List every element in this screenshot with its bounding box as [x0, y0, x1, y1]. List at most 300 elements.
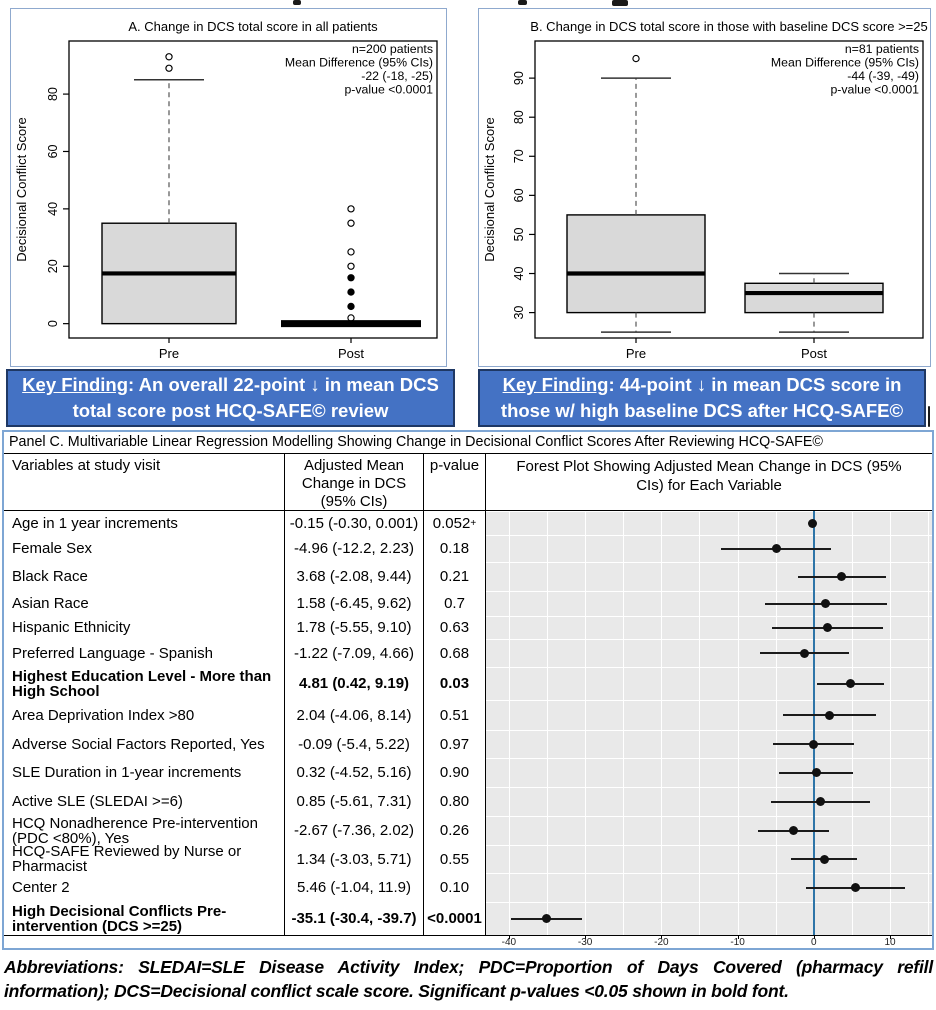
variable-cell: HCQ Nonadherence Pre-intervention (PDC <80%), Yes — [4, 816, 285, 845]
gridline — [509, 787, 510, 816]
gridline — [890, 535, 891, 562]
estimate-cell: 1.34 (-3.03, 5.71) — [285, 845, 424, 873]
gridline — [738, 873, 739, 902]
gridline — [509, 639, 510, 667]
gridline — [928, 730, 929, 758]
point-estimate-dot — [821, 599, 830, 608]
panel-a-boxplot — [10, 8, 447, 367]
estimate-cell: 3.68 (-2.08, 9.44) — [285, 562, 424, 591]
table-header-row — [4, 454, 932, 511]
gridline — [661, 902, 662, 935]
variable-cell: High Decisional Conflicts Pre-intervention (DCS >=25) — [4, 902, 285, 935]
gridline — [699, 758, 700, 787]
gridline — [661, 639, 662, 667]
outlier-point — [348, 206, 354, 212]
gridline — [585, 758, 586, 787]
gridline — [699, 535, 700, 562]
gridline — [928, 816, 929, 845]
gridline — [623, 758, 624, 787]
table-row — [4, 535, 932, 562]
annotation-line: p-value <0.0001 — [830, 82, 919, 97]
gridline — [661, 535, 662, 562]
gridline — [890, 902, 891, 935]
gridline — [776, 562, 777, 591]
gridline — [623, 816, 624, 845]
gridline — [738, 616, 739, 639]
gridline — [585, 902, 586, 935]
point-estimate-dot — [772, 544, 781, 553]
forest-cell — [486, 816, 932, 845]
axis-tick-label: -40 — [501, 937, 517, 948]
variable-cell: Asian Race — [4, 591, 285, 616]
gridline — [699, 562, 700, 591]
abbreviations-footnote: Abbreviations: SLEDAI=SLE Disease Activity Index; PDC=Proportion of Days Covered (pharmacy refill information); DCS=Decisional conflict scale score. Significant p-values <0.05 shown in bold font. — [4, 957, 933, 1001]
gridline — [699, 667, 700, 700]
gridline — [699, 845, 700, 873]
p-value-cell: 0.90 — [424, 758, 486, 787]
y-tick-label: 90 — [512, 71, 526, 86]
outlier-point — [633, 55, 639, 61]
gridline — [738, 816, 739, 845]
table-row — [4, 787, 932, 816]
y-tick-label: 70 — [512, 149, 526, 164]
gridline — [585, 730, 586, 758]
y-tick-label: 60 — [46, 144, 60, 159]
gridline — [623, 730, 624, 758]
column-header-pvalue: p-value — [424, 454, 486, 510]
key-finding-body: : 44-point ↓ in mean DCS score in those w/ high baseline DCS after HCQ-SAFE© — [500, 374, 904, 421]
gridline — [547, 591, 548, 616]
gridline — [776, 873, 777, 902]
gridline — [585, 667, 586, 700]
gridline — [547, 730, 548, 758]
key-finding-text-b — [488, 372, 916, 424]
y-tick-label: 40 — [512, 266, 526, 281]
gridline — [661, 667, 662, 700]
gridline — [623, 700, 624, 730]
x-category-label: Pre — [158, 346, 180, 361]
point-estimate-dot — [846, 679, 855, 688]
table-row — [4, 667, 932, 700]
gridline — [928, 758, 929, 787]
variable-cell: HCQ-SAFE Reviewed by Nurse or Pharmacist — [4, 845, 285, 873]
forest-cell — [486, 511, 932, 535]
gridline — [623, 667, 624, 700]
gridline — [585, 562, 586, 591]
variable-cell: Center 2 — [4, 873, 285, 902]
gridline — [890, 700, 891, 730]
y-tick-label: 30 — [512, 305, 526, 320]
gridline — [738, 511, 739, 535]
gridline — [928, 873, 929, 902]
gridline — [776, 667, 777, 700]
variable-cell: Preferred Language - Spanish — [4, 639, 285, 667]
gridline — [928, 700, 929, 730]
point-estimate-dot — [542, 914, 551, 923]
plot-title: A. Change in DCS total score in all patients — [128, 19, 378, 34]
gridline — [928, 639, 929, 667]
gridline — [509, 902, 510, 935]
outlier-point — [348, 275, 354, 281]
y-tick-label: 40 — [46, 201, 60, 216]
estimate-cell: -0.09 (-5.4, 5.22) — [285, 730, 424, 758]
gridline — [699, 787, 700, 816]
point-estimate-dot — [812, 768, 821, 777]
gridline — [776, 902, 777, 935]
gridline — [623, 511, 624, 535]
gridline — [547, 873, 548, 902]
axis-tick-label: -10 — [730, 937, 745, 948]
gridline — [585, 535, 586, 562]
p-value-cell: 0.21 — [424, 562, 486, 591]
gridline — [547, 535, 548, 562]
panel-b-boxplot — [478, 8, 931, 367]
gridline — [509, 591, 510, 616]
estimate-cell: 5.46 (-1.04, 11.9) — [285, 873, 424, 902]
plot-title: B. Change in DCS total score in those with baseline DCS score >=25 — [530, 19, 928, 34]
point-estimate-dot — [825, 711, 834, 720]
estimate-cell: 0.85 (-5.61, 7.31) — [285, 787, 424, 816]
gridline — [547, 616, 548, 639]
forest-cell — [486, 616, 932, 639]
gridline — [890, 639, 891, 667]
variable-cell: Female Sex — [4, 535, 285, 562]
gridline — [738, 700, 739, 730]
variable-cell: Black Race — [4, 562, 285, 591]
variable-cell: Age in 1 year increments — [4, 511, 285, 535]
gridline — [585, 616, 586, 639]
gridline — [547, 562, 548, 591]
table-row — [4, 616, 932, 639]
key-finding-label: Key Finding — [22, 374, 129, 395]
forest-cell — [486, 730, 932, 758]
table-row — [4, 816, 932, 845]
forest-plot-x-axis — [486, 936, 932, 948]
point-estimate-dot — [823, 623, 832, 632]
annotation-line: -22 (-18, -25) — [361, 69, 433, 83]
column-header-forest-plot: Forest Plot Showing Adjusted Mean Change in DCS (95% CIs) for Each Variable — [516, 458, 902, 494]
gridline — [623, 787, 624, 816]
gridline — [509, 845, 510, 873]
annotation-line: p-value <0.0001 — [344, 82, 433, 97]
gridline — [661, 616, 662, 639]
column-header-estimate: Adjusted Mean Change in DCS (95% CIs) — [285, 454, 424, 510]
gridline — [738, 562, 739, 591]
forest-cell — [486, 758, 932, 787]
table-row — [4, 700, 932, 730]
gridline — [547, 700, 548, 730]
gridline — [585, 816, 586, 845]
p-value-cell: 0.03 — [424, 667, 486, 700]
zero-line — [813, 902, 815, 935]
p-value-cell: 0.55 — [424, 845, 486, 873]
gridline — [852, 816, 853, 845]
gridline — [699, 511, 700, 535]
gridline — [623, 591, 624, 616]
gridline — [585, 873, 586, 902]
box — [745, 283, 883, 312]
y-tick-label: 20 — [46, 259, 60, 274]
cropped-text-fragment — [293, 0, 301, 5]
annotation-line: Mean Difference (95% CIs) — [770, 55, 919, 70]
gridline — [928, 562, 929, 591]
gridline — [661, 730, 662, 758]
p-value-superscript: + — [470, 517, 477, 529]
p-value-cell: 0.10 — [424, 873, 486, 902]
cropped-text-fragment — [518, 0, 527, 5]
gridline — [928, 591, 929, 616]
estimate-cell: 1.58 (-6.45, 9.62) — [285, 591, 424, 616]
estimate-cell: 0.32 (-4.52, 5.16) — [285, 758, 424, 787]
gridline — [509, 562, 510, 591]
boxplot-a-svg — [11, 9, 446, 366]
gridline — [547, 667, 548, 700]
gridline — [890, 845, 891, 873]
gridline — [585, 639, 586, 667]
variable-cell: Adverse Social Factors Reported, Yes — [4, 730, 285, 758]
gridline — [890, 787, 891, 816]
gridline — [509, 816, 510, 845]
cropped-text-fragment — [612, 0, 628, 6]
estimate-cell: 4.81 (0.42, 9.19) — [285, 667, 424, 700]
y-tick-label: 80 — [46, 87, 60, 102]
outlier-point — [348, 249, 354, 255]
gridline — [890, 667, 891, 700]
gridline — [623, 845, 624, 873]
point-estimate-dot — [837, 572, 846, 581]
estimate-cell: -1.22 (-7.09, 4.66) — [285, 639, 424, 667]
box — [567, 215, 705, 313]
gridline — [890, 511, 891, 535]
axis-tick-label: 10 — [884, 937, 896, 948]
y-tick-label: 80 — [512, 110, 526, 125]
zero-line — [813, 667, 815, 700]
y-tick-label: 60 — [512, 188, 526, 203]
panel-c-regression-table — [2, 430, 934, 950]
gridline — [661, 816, 662, 845]
gridline — [890, 616, 891, 639]
forest-cell — [486, 591, 932, 616]
p-value-cell: 0.26 — [424, 816, 486, 845]
gridline — [623, 902, 624, 935]
point-estimate-dot — [820, 855, 829, 864]
gridline — [509, 667, 510, 700]
key-finding-label: Key Finding — [502, 374, 609, 395]
p-value-cell: 0.97 — [424, 730, 486, 758]
gridline — [585, 787, 586, 816]
gridline — [852, 511, 853, 535]
forest-cell — [486, 700, 932, 730]
annotation-line: Mean Difference (95% CIs) — [284, 55, 433, 70]
key-finding-body: : An overall 22-point ↓ in mean DCS total score post HCQ-SAFE© review — [72, 374, 439, 421]
variable-cell: SLE Duration in 1-year increments — [4, 758, 285, 787]
p-value-cell: 0.51 — [424, 700, 486, 730]
p-value-cell: 0.18 — [424, 535, 486, 562]
cursor-mark-fragment — [928, 406, 930, 427]
forest-cell — [486, 535, 932, 562]
gridline — [699, 700, 700, 730]
gridline — [661, 700, 662, 730]
gridline — [547, 758, 548, 787]
gridline — [928, 511, 929, 535]
p-value-cell: 0.68 — [424, 639, 486, 667]
gridline — [738, 845, 739, 873]
column-header-variables: Variables at study visit — [4, 454, 285, 510]
variable-cell: Active SLE (SLEDAI >=6) — [4, 787, 285, 816]
gridline — [623, 873, 624, 902]
estimate-cell: -35.1 (-30.4, -39.7) — [285, 902, 424, 935]
gridline — [509, 873, 510, 902]
gridline — [585, 845, 586, 873]
gridline — [509, 535, 510, 562]
gridline — [890, 730, 891, 758]
estimate-cell: -0.15 (-0.30, 0.001) — [285, 511, 424, 535]
y-tick-label: 50 — [512, 227, 526, 242]
axis-tick-label: -30 — [577, 937, 593, 948]
gridline — [776, 845, 777, 873]
gridline — [928, 616, 929, 639]
gridline — [928, 845, 929, 873]
gridline — [547, 787, 548, 816]
gridline — [623, 639, 624, 667]
gridline — [928, 667, 929, 700]
p-value-cell: 0.7 — [424, 591, 486, 616]
panel-c-title: Panel C. Multivariable Linear Regression Modelling Showing Change in Decisional Conflict Scores After Reviewing HCQ-SAFE© — [4, 432, 932, 454]
gridline — [890, 562, 891, 591]
gridline — [661, 758, 662, 787]
boxplot-b-svg — [479, 9, 930, 366]
axis-tick-label: -20 — [654, 937, 669, 948]
y-tick-label: 0 — [46, 320, 60, 328]
table-row — [4, 511, 932, 535]
y-axis-label: Decisional Conflict Score — [14, 117, 29, 262]
gridline — [852, 902, 853, 935]
gridline — [623, 562, 624, 591]
gridline — [738, 591, 739, 616]
estimate-cell: -4.96 (-12.2, 2.23) — [285, 535, 424, 562]
gridline — [509, 511, 510, 535]
gridline — [738, 639, 739, 667]
point-estimate-dot — [808, 519, 817, 528]
variable-cell: Highest Education Level - More than High School — [4, 667, 285, 700]
key-finding-text-a — [16, 372, 445, 424]
gridline — [585, 591, 586, 616]
table-body — [4, 511, 932, 936]
gridline — [852, 639, 853, 667]
gridline — [890, 758, 891, 787]
gridline — [547, 845, 548, 873]
estimate-cell: 2.04 (-4.06, 8.14) — [285, 700, 424, 730]
table-row — [4, 591, 932, 616]
gridline — [585, 700, 586, 730]
forest-cell — [486, 562, 932, 591]
gridline — [699, 816, 700, 845]
table-row — [4, 562, 932, 591]
variable-cell: Hispanic Ethnicity — [4, 616, 285, 639]
estimate-cell: -2.67 (-7.36, 2.02) — [285, 816, 424, 845]
y-axis-label: Decisional Conflict Score — [482, 117, 497, 262]
forest-cell — [486, 902, 932, 935]
gridline — [661, 562, 662, 591]
gridline — [661, 787, 662, 816]
gridline — [509, 616, 510, 639]
gridline — [699, 873, 700, 902]
gridline — [623, 616, 624, 639]
gridline — [928, 902, 929, 935]
gridline — [890, 591, 891, 616]
table-row — [4, 873, 932, 902]
gridline — [890, 816, 891, 845]
gridline — [738, 758, 739, 787]
annotation-line: n=81 patients — [844, 42, 919, 56]
p-value-cell: <0.0001 — [424, 902, 486, 935]
forest-cell — [486, 667, 932, 700]
gridline — [509, 730, 510, 758]
gridline — [699, 639, 700, 667]
axis-tick-label: 0 — [811, 937, 817, 948]
gridline — [852, 535, 853, 562]
gridline — [699, 616, 700, 639]
gridline — [738, 667, 739, 700]
gridline — [776, 758, 777, 787]
point-estimate-dot — [800, 649, 809, 658]
outlier-point — [348, 263, 354, 269]
gridline — [661, 591, 662, 616]
key-finding-banner-b — [478, 369, 926, 427]
table-row — [4, 845, 932, 873]
outlier-point — [348, 220, 354, 226]
estimate-cell: 1.78 (-5.55, 9.10) — [285, 616, 424, 639]
gridline — [661, 873, 662, 902]
gridline — [738, 787, 739, 816]
gridline — [699, 730, 700, 758]
gridline — [699, 591, 700, 616]
gridline — [509, 758, 510, 787]
gridline — [661, 845, 662, 873]
outlier-point — [348, 315, 354, 321]
outlier-point — [166, 54, 172, 60]
forest-cell — [486, 639, 932, 667]
key-finding-banner-a — [6, 369, 455, 427]
outlier-point — [348, 303, 354, 309]
gridline — [699, 902, 700, 935]
gridline — [738, 730, 739, 758]
gridline — [547, 639, 548, 667]
forest-cell — [486, 873, 932, 902]
gridline — [547, 816, 548, 845]
table-row — [4, 902, 932, 935]
gridline — [928, 787, 929, 816]
x-category-label: Post — [337, 346, 365, 361]
gridline — [928, 535, 929, 562]
gridline — [738, 902, 739, 935]
gridline — [509, 700, 510, 730]
point-estimate-dot — [851, 883, 860, 892]
point-estimate-dot — [809, 740, 818, 749]
annotation-line: n=200 patients — [351, 42, 433, 56]
p-value-cell: 0.052 + — [424, 511, 486, 535]
table-row — [4, 758, 932, 787]
point-estimate-dot — [816, 797, 825, 806]
table-row — [4, 639, 932, 667]
variable-cell: Area Deprivation Index >80 — [4, 700, 285, 730]
gridline — [623, 535, 624, 562]
forest-cell — [486, 845, 932, 873]
outlier-point — [348, 289, 354, 295]
gridline — [585, 511, 586, 535]
gridline — [776, 700, 777, 730]
x-category-label: Post — [800, 346, 828, 361]
